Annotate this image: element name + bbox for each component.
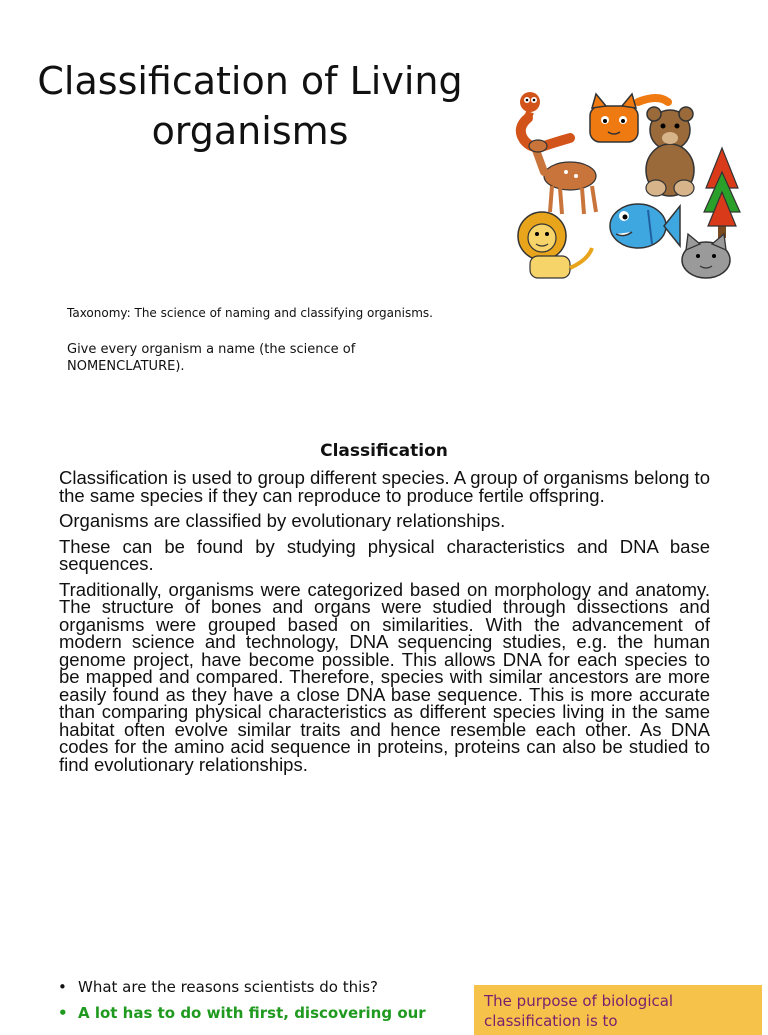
bullet-text: What are the reasons scientists do this? <box>78 978 379 996</box>
paragraph: These can be found by studying physical characteristics and DNA base sequences. <box>59 535 710 574</box>
bullet-text: A lot has to do with first, discovering our <box>78 1004 426 1022</box>
worm-icon <box>520 92 570 147</box>
bullet-icon: • <box>58 1004 68 1022</box>
deer-icon <box>529 140 596 214</box>
slide-title <box>20 56 480 156</box>
list-item <box>58 978 438 1004</box>
animals-clipart <box>508 88 746 286</box>
bullet-list <box>58 978 438 1030</box>
classification-body <box>59 469 710 781</box>
lion-icon <box>518 212 592 278</box>
paragraph: Traditionally, organisms were categorized based on morphology and anatomy. The structure of bones and organs were studied through dissections and organisms were grouped based on similarities. With the advancement of modern science and technology, DNA sequencing studies, e.g. the human genome project, have become possible. This allows DNA for each species to be mapped and compared. Therefore, species with similar ancestors are more easily found as they have a close DNA base sequence. This is more accurate than comparing physical characteristics as different species living in the same habitat often evolve similar traits and hence resemble each other. As DNA codes for the amino acid sequence in proteins, proteins can also be studied to find evolutionary relationships. <box>59 578 710 775</box>
title-line-1: Classification of Living <box>37 59 463 103</box>
list-item <box>58 1004 438 1030</box>
paragraph: Classification is used to group different species. A group of organisms belong to the same species if they can reproduce to produce fertile offspring. <box>59 467 710 506</box>
taxonomy-definition: Taxonomy: The science of naming and classifying organisms. <box>67 306 433 320</box>
bear-icon <box>646 107 694 196</box>
nomenclature-note: Give every organism a name (the science of NOMENCLATURE). <box>67 342 356 374</box>
fish-icon <box>610 204 680 248</box>
section-heading: Classification <box>320 441 448 461</box>
bullet-icon: • <box>58 978 67 996</box>
gray-cat-icon <box>682 234 730 278</box>
paragraph: Organisms are classified by evolutionary relationships. <box>59 510 506 531</box>
tree-icon <box>704 148 740 238</box>
purpose-callout: The purpose of biological classification is to <box>474 985 762 1035</box>
title-line-2: organisms <box>151 109 349 153</box>
